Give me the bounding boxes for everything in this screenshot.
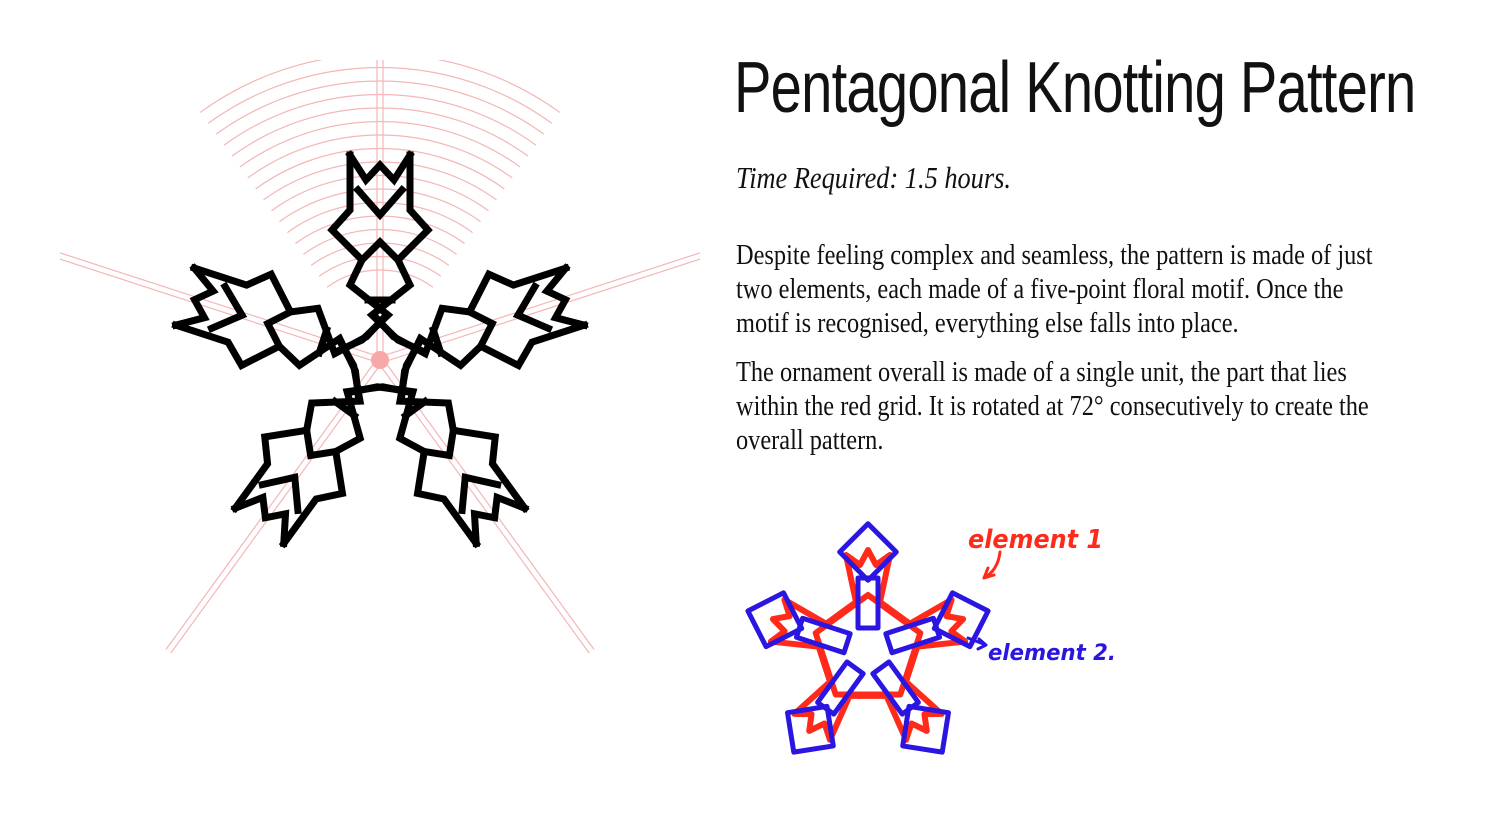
knot-strand	[253, 363, 413, 554]
knot-arm	[221, 340, 413, 554]
grid-arc	[208, 68, 552, 124]
element-2-square-pair	[739, 584, 856, 670]
grid-arc	[327, 270, 433, 287]
grid-arc	[248, 135, 513, 178]
description-paragraph-1: Despite feeling complex and seamless, the pattern is made of just two elements, each made of a five-point floral motif. Once the motif is recognised, everything else falls into place.	[736, 239, 1373, 339]
grid-arc	[272, 175, 489, 210]
knot-strand	[262, 464, 312, 510]
element-2-label: element 2.	[988, 641, 1116, 666]
element-2-squares	[739, 524, 997, 760]
knot-strand	[362, 242, 398, 260]
description-paragraph-2: The ornament overall is made of a single unit, the part that lies within the red grid. It is rotated at 72° consecutively to create the overall pattern.	[736, 356, 1369, 456]
grid-arc	[224, 95, 536, 146]
knot-strand	[296, 430, 336, 466]
element-1-arrow	[984, 552, 1000, 578]
element-2-square-pair	[880, 584, 997, 670]
grid-arc	[319, 257, 441, 277]
element-1-label: element 1	[968, 525, 1103, 555]
knot-strand	[424, 430, 464, 466]
knot-strand	[447, 464, 497, 510]
time-required: Time Required: 1.5 hours.	[736, 160, 1011, 195]
knot-strand	[511, 287, 548, 337]
knot-strand	[176, 268, 218, 333]
knot-strand	[347, 363, 507, 554]
knot-strand	[212, 287, 249, 337]
center-point	[371, 351, 389, 369]
knot-strand	[542, 268, 584, 333]
knot-pattern-diagram	[60, 60, 700, 700]
knot-arm	[347, 340, 539, 554]
page-title: Pentagonal Knotting Pattern	[734, 48, 1416, 128]
elements-diagram	[730, 490, 1130, 760]
